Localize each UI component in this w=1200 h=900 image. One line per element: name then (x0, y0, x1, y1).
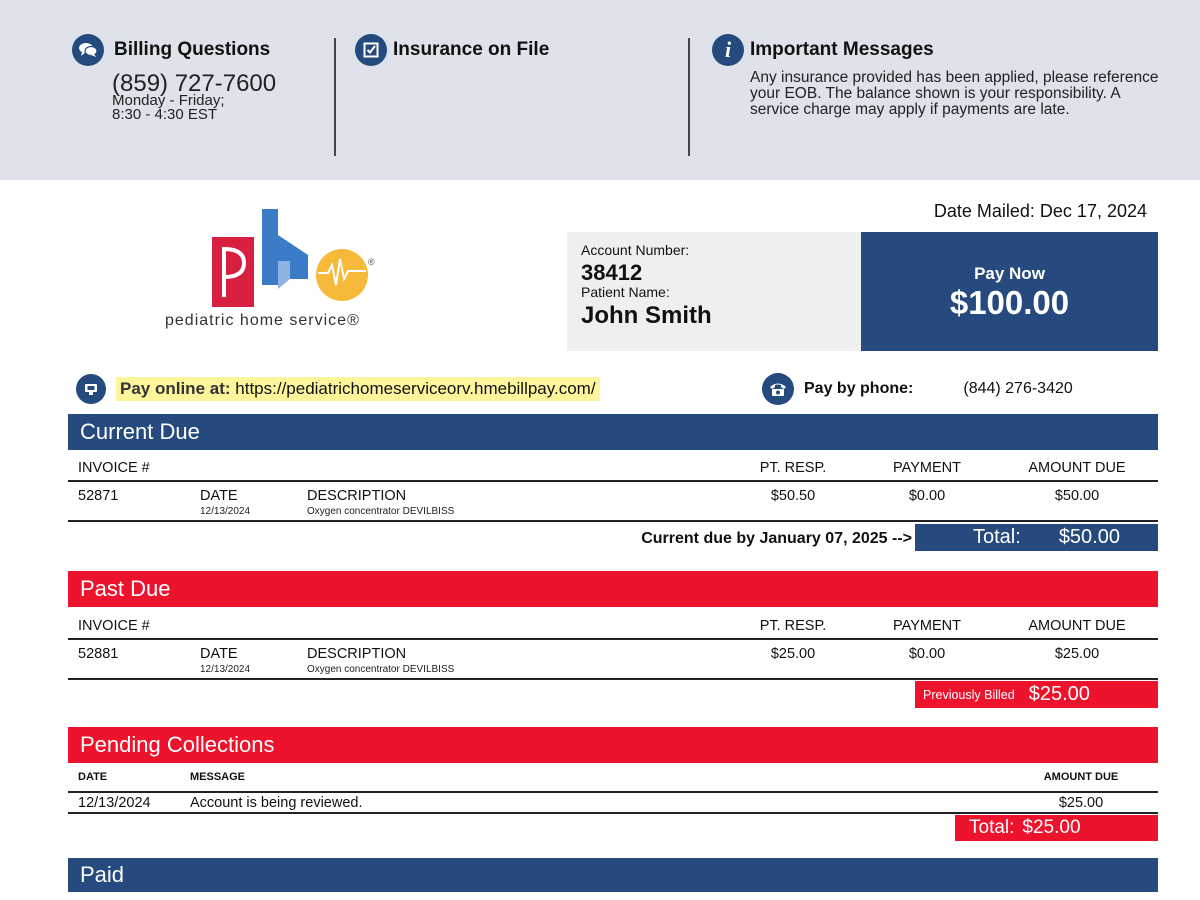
billing-hours-days: Monday - Friday; (112, 92, 225, 109)
pay-by-phone-number[interactable]: (844) 276-3420 (963, 380, 1073, 397)
chat-bubbles-icon (72, 34, 104, 66)
table-rule (68, 480, 1158, 482)
col-amount-due: AMOUNT DUE (1028, 460, 1126, 476)
date-mailed-label: Date Mailed: (933, 201, 1035, 221)
past-due-header: Past Due (68, 571, 1158, 607)
col-pt-resp: PT. RESP. (759, 618, 827, 634)
previously-billed-amount: $25.00 (1028, 683, 1090, 705)
collection-amount: $25.00 (1058, 795, 1104, 811)
date-mailed (934, 201, 1147, 222)
patient-name-label: Patient Name: (581, 284, 670, 300)
pt-resp: $50.50 (770, 488, 816, 504)
table-rule (68, 812, 1158, 814)
invoice-number: 52871 (78, 488, 119, 504)
previously-billed-total (915, 681, 1158, 708)
col-invoice: INVOICE # (78, 618, 150, 634)
col-payment: PAYMENT (893, 618, 961, 634)
pending-collections-header: Pending Collections (68, 727, 1158, 763)
col-payment: PAYMENT (893, 460, 961, 476)
patient-name: John Smith (581, 302, 712, 329)
important-messages-title: Important Messages (750, 39, 934, 60)
col-invoice: INVOICE # (78, 460, 150, 476)
description: Oxygen concentrator DEVILBISS (307, 664, 455, 675)
table-rule (68, 638, 1158, 640)
payment: $0.00 (908, 488, 946, 504)
divider (334, 38, 336, 156)
important-messages-body: Any insurance provided has been applied, please reference your EOB. The balance shown is your responsibility. A service charge may apply if payments are late. (750, 69, 1159, 118)
invoice-date: 12/13/2024 (200, 506, 251, 517)
pay-now-amount: $100.00 (949, 284, 1070, 321)
amount-due: $25.00 (1054, 646, 1100, 662)
collection-message: Account is being reviewed. (190, 795, 363, 811)
checkbox-icon (355, 34, 387, 66)
table-rule (68, 791, 1158, 793)
telephone-icon (762, 373, 794, 405)
current-due-by: Current due by January 07, 2025 --> (641, 530, 912, 547)
account-number: 38412 (581, 260, 643, 285)
col-pt-resp: PT. RESP. (759, 460, 827, 476)
previously-billed-label: Previously Billed (923, 687, 1015, 702)
billing-phone: (859) 727-7600 (112, 70, 277, 97)
divider (688, 38, 690, 156)
info-icon: i (712, 34, 744, 66)
collection-date: 12/13/2024 (78, 795, 151, 811)
logo-tagline: pediatric home service® (165, 312, 360, 329)
pending-collections-total (955, 815, 1158, 841)
pay-online-highlight (116, 377, 600, 401)
description-label: DESCRIPTION (307, 488, 407, 504)
pay-online-link[interactable]: https://pediatrichomeserviceorv.hmebillpay.com/ (235, 379, 596, 398)
date-label: DATE (200, 646, 238, 662)
pay-by-phone-row (762, 373, 1073, 405)
invoice-number: 52881 (78, 646, 119, 662)
current-due-total (915, 524, 1158, 551)
payment: $0.00 (908, 646, 946, 662)
monitor-icon (76, 374, 106, 404)
description-label: DESCRIPTION (307, 646, 407, 662)
billing-hours (112, 94, 225, 122)
pay-now-label: Pay Now (974, 264, 1045, 283)
col-amount-due: AMOUNT DUE (1028, 618, 1126, 634)
description: Oxygen concentrator DEVILBISS (307, 506, 455, 517)
pt-resp: $25.00 (770, 646, 816, 662)
table-rule (68, 520, 1158, 522)
pay-online-row (76, 374, 600, 404)
billing-hours-time: 8:30 - 4:30 EST (112, 106, 218, 123)
billing-questions-title: Billing Questions (114, 39, 271, 60)
col-date: DATE (78, 771, 108, 783)
pay-now-button[interactable] (861, 232, 1158, 351)
paid-header: Paid (68, 858, 1158, 892)
invoice-date: 12/13/2024 (200, 664, 251, 675)
amount-due: $50.00 (1054, 488, 1100, 504)
date-label: DATE (200, 488, 238, 504)
total-label: Total: (969, 817, 1015, 838)
pay-by-phone-label: Pay by phone: (804, 380, 914, 397)
total-amount: $50.00 (1058, 526, 1120, 548)
date-mailed-value: Dec 17, 2024 (1039, 201, 1147, 221)
col-amount-due: AMOUNT DUE (1043, 771, 1119, 783)
pay-online-label: Pay online at: (120, 379, 231, 398)
insurance-on-file-title: Insurance on File (393, 39, 550, 60)
col-message: MESSAGE (190, 771, 246, 783)
svg-text:®: ® (368, 257, 375, 267)
table-rule (68, 678, 1158, 680)
total-label: Total: (973, 526, 1021, 548)
total-amount: $25.00 (1022, 817, 1081, 838)
account-number-label: Account Number: (581, 242, 690, 258)
account-info-box (567, 232, 862, 351)
current-due-header: Current Due (68, 414, 1158, 450)
